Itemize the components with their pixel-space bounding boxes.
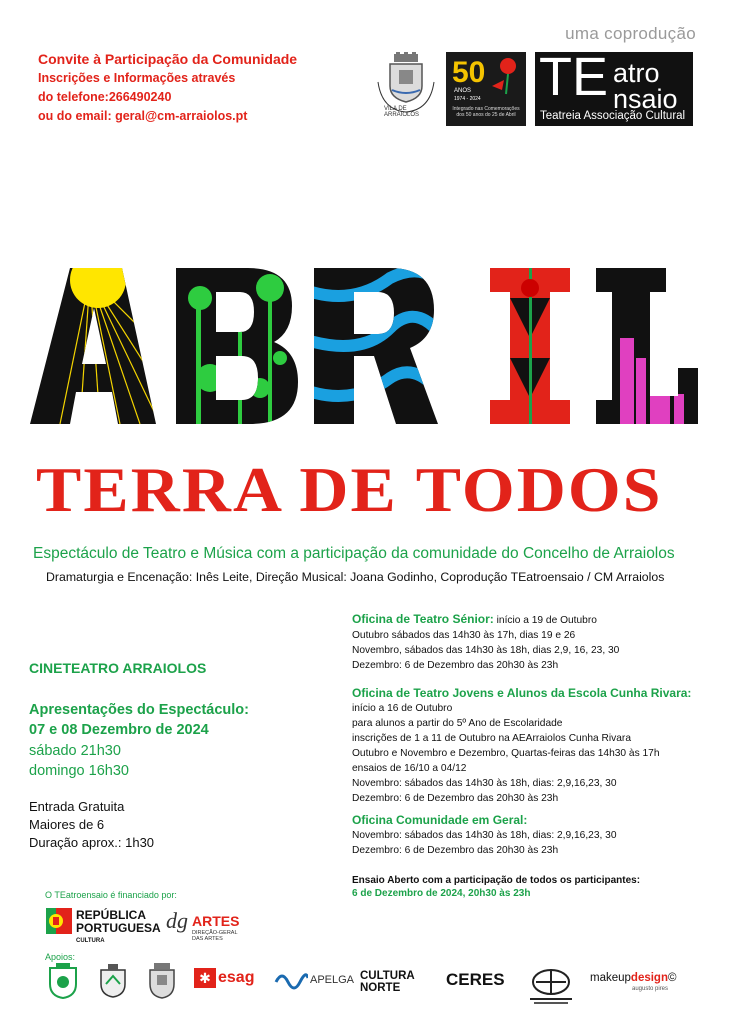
abril-title-text: ABRIL: [30, 268, 33, 269]
carnation-icon: [488, 56, 524, 96]
dg-subtitle: DIREÇÃO-GERAL DAS ARTES: [192, 930, 238, 942]
venue-name: CINETEATRO ARRAIOLOS: [29, 660, 207, 676]
crest-caption: VILA DE ARRAIOLOS: [384, 106, 420, 118]
arraiolos-crest-logo: [372, 52, 440, 118]
arraiolos-crest-small-icon: [144, 962, 180, 1000]
workshop-line: Dezembro: 6 de Dezembro das 20h30 às 23h: [352, 660, 559, 671]
rp-line2: PORTUGUESA: [76, 921, 161, 935]
workshop-line: Dezembro: 6 de Dezembro das 20h30 às 23h: [352, 793, 559, 804]
teatroensaio-logo: [535, 47, 693, 126]
presentations-heading: Apresentações do Espectáculo:: [29, 702, 249, 718]
supports-label: Apoios:: [45, 952, 76, 962]
makeup-subtitle: augusto pires: [632, 986, 669, 992]
workshop-line: Novembro: sábados das 14h30 às 18h, dias: 2,9,16,23, 30: [352, 778, 617, 789]
fifty-years-april-badge: [446, 52, 526, 126]
credits-line: Dramaturgia e Encenação: Inês Leite, Direção Musical: Joana Godinho, Coprodução TEatroensaio / CM Arraiolos: [46, 570, 665, 584]
workshop-title: Oficina Comunidade em Geral:: [352, 813, 528, 827]
workshop-title-suffix: início a 19 de Outubro: [493, 615, 597, 626]
workshop-youth: [352, 686, 691, 806]
presentations-block: [29, 700, 249, 740]
abril-title: [30, 268, 698, 424]
workshop-line: para alunos a partir do 5º Ano de Escolaridade: [352, 718, 563, 729]
republica-portuguesa-logo: [46, 906, 161, 946]
terra-de-todos-title: TERRA DE TODOS: [36, 454, 663, 525]
coproduction-label: uma coprodução: [565, 24, 696, 43]
detail-duration: Duração aprox.: 1h30: [29, 835, 155, 850]
schedule-sunday: domingo 16h30: [29, 763, 129, 779]
esag-mark-icon: ✱: [194, 968, 216, 988]
apelga-logo: [274, 968, 355, 995]
workshop-title: Oficina de Teatro Jovens e Alunos da Escola Cunha Rivara:: [352, 686, 692, 700]
teatro-word-a: atro: [613, 58, 660, 88]
invite-line: Inscrições e Informações através: [38, 71, 236, 85]
parish-emblem-1-icon: [46, 962, 80, 1000]
workshop-title: Oficina de Teatro Sénior:: [352, 612, 494, 626]
detail-age: Maiores de 6: [29, 817, 105, 832]
workshop-senior: [352, 612, 619, 673]
detail-free-entry: Entrada Gratuita: [29, 799, 125, 814]
workshop-line: Novembro, sábados das 14h30 às 18h, dias 2,9, 16, 23, 30: [352, 645, 620, 656]
schedule-saturday: sábado 21h30: [29, 743, 121, 759]
dg-word: ARTES: [192, 913, 240, 929]
portugal-emblem-icon: [46, 908, 72, 934]
ceres-text: CERES: [446, 970, 505, 989]
teatro-big-letters: TE: [539, 47, 609, 107]
workshop-line: Outubro sábados das 14h30 às 17h, dias 19 e 26: [352, 630, 576, 641]
spectacle-description: Espectáculo de Teatro e Música com a participação da comunidade do Concelho de Arraiolos: [33, 545, 675, 562]
open-rehearsal-date: 6 de Dezembro de 2024, 20h30 às 23h: [352, 888, 531, 899]
badge-years: 1974 - 2024: [454, 96, 481, 102]
event-details: [29, 798, 154, 852]
design-word: design: [630, 972, 668, 984]
workshop-line: inscrições de 1 a 11 de Outubro na AEArraiolos Cunha Rivara: [352, 733, 631, 744]
esag-text: esag: [218, 969, 255, 986]
rp-line1: REPÚBLICA: [76, 908, 147, 922]
cultura-line2: NORTE: [360, 982, 401, 994]
workshop-line: início a 16 de Outubro: [352, 703, 453, 714]
apelga-text: APELGA: [310, 974, 355, 986]
open-rehearsal: [352, 874, 640, 900]
badge-number: 50: [452, 56, 486, 89]
ceres-logo: [446, 970, 505, 990]
workshop-community: [352, 813, 617, 858]
teatro-word-b: nsaio: [613, 84, 678, 114]
wave-icon: [274, 968, 308, 990]
invite-block: [38, 50, 297, 126]
workshop-line: Novembro: sábados das 14h30 às 18h, dias: 2,9,16,23, 30: [352, 830, 617, 841]
presentations-dates: 07 e 08 Dezembro de 2024: [29, 722, 209, 738]
invite-title: Convite à Participação da Comunidade: [38, 51, 298, 67]
schedule-block: [29, 741, 129, 781]
makeupdesign-logo: makeupdesign© augusto pires: [590, 972, 677, 992]
parish-emblem-2-icon: [96, 962, 130, 1000]
dg-mark: dg: [166, 908, 188, 933]
badge-caption: Integrado nas Comemorações dos 50 anos do 25 de Abril: [452, 106, 520, 118]
cultura-norte-logo: [360, 970, 415, 994]
teatro-subtitle: Teatreia Associação Cultural: [540, 110, 686, 122]
cultura-line1: CULTURA: [360, 970, 415, 982]
financing-label: O TEatroensaio é financiado por:: [45, 890, 177, 900]
makeup-word: makeup: [590, 972, 631, 984]
workshop-line: ensaios de 16/10 a 04/12: [352, 763, 467, 774]
rp-line3: CULTURA: [76, 938, 105, 944]
invite-email: ou do email: geral@cm-arraiolos.pt: [38, 109, 248, 123]
workshop-line: Dezembro: 6 de Dezembro das 20h30 às 23h: [352, 845, 559, 856]
invite-phone: do telefone:266490240: [38, 90, 172, 104]
badge-word: ANOS: [454, 88, 472, 94]
open-rehearsal-text: Ensaio Aberto com a participação de todos os participantes:: [352, 875, 641, 886]
dgartes-logo: [166, 908, 246, 944]
association-emblem-icon: [524, 966, 578, 1006]
workshop-line: Outubro e Novembro e Dezembro, Quartas-feiras das 14h30 às 17h: [352, 748, 660, 759]
